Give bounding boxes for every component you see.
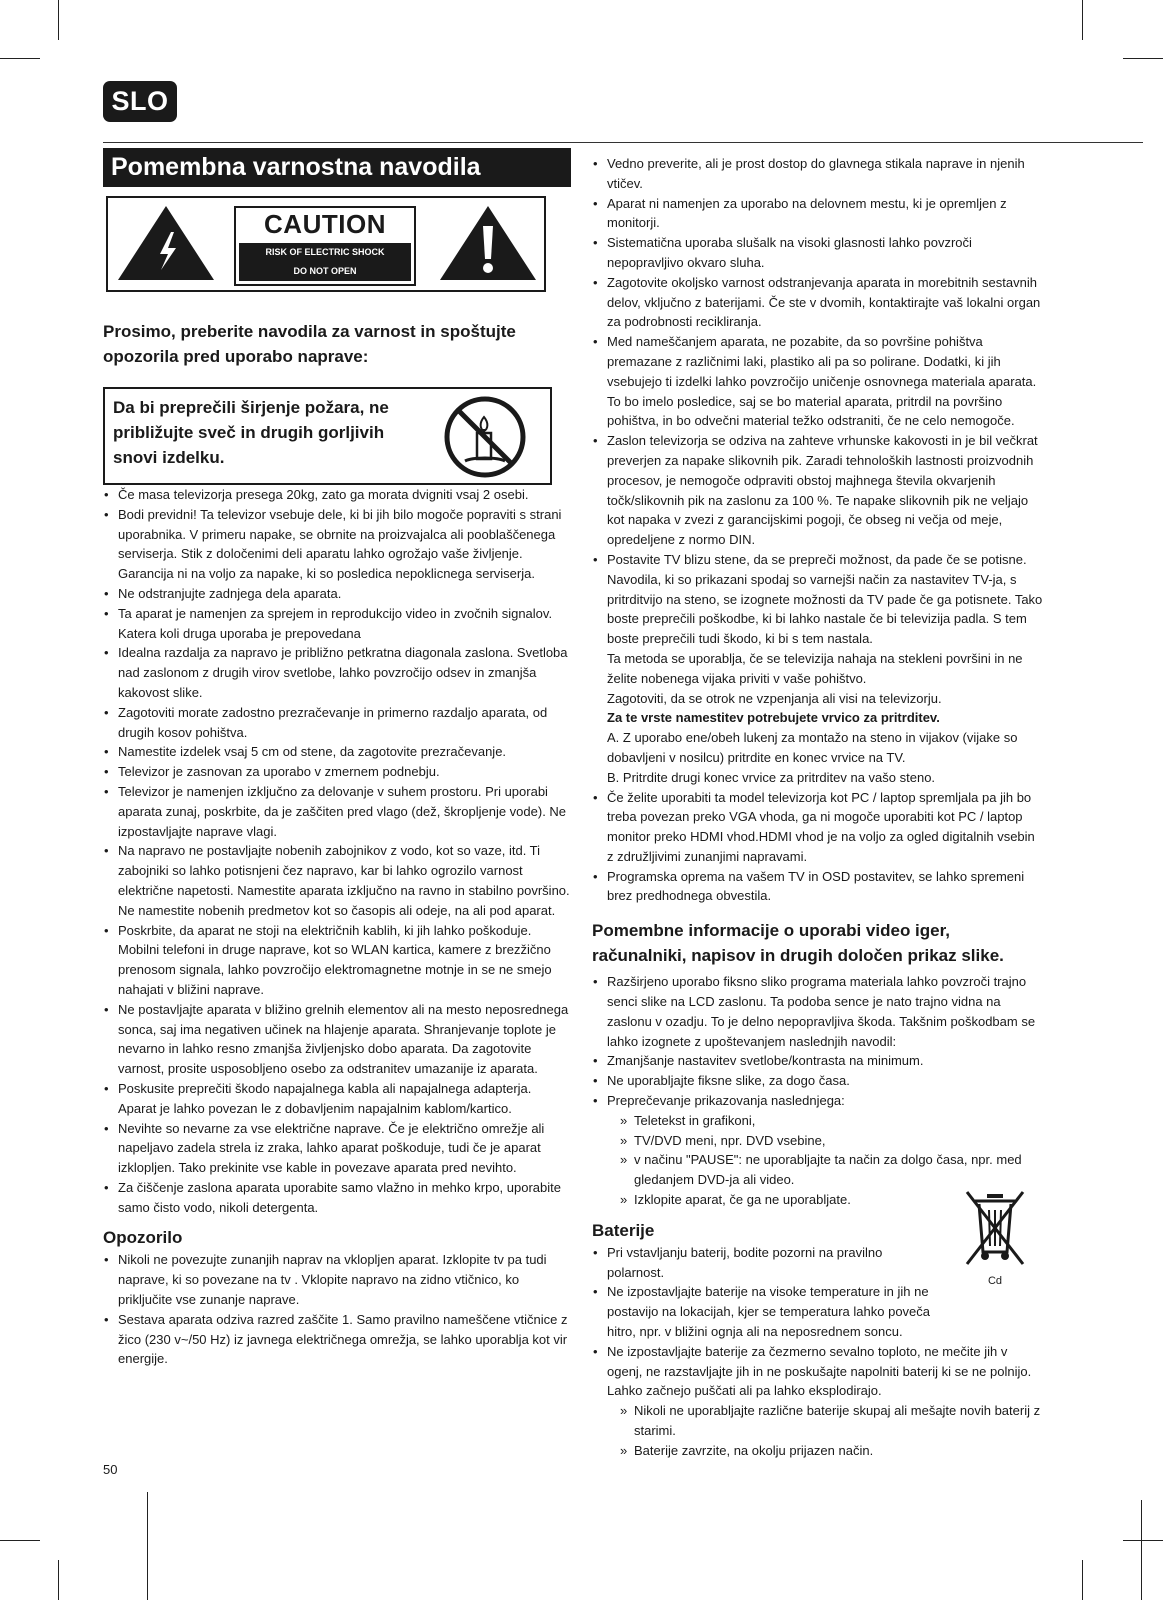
list-item — [592, 1342, 1044, 1461]
sub-item: » Nikoli ne uporabljajte različne baterije skupaj ali mešajte novih baterij z starimi. — [607, 1401, 1044, 1441]
footer-rule — [147, 1492, 148, 1600]
crossed-bin-icon — [963, 1188, 1027, 1268]
list-item: • Ne izpostavljajte baterije na visoke temperature in jih ne postavijo na lokacijah, kjer se temperatura lahko poveča hitro, npr. v bližini ognja ali na neposrednem soncu. — [592, 1282, 932, 1341]
left-column — [103, 148, 571, 1369]
list-item: • Idealna razdalja za napravo je približno petkratna diagonala zaslona. Svetloba nad zaslonom z drugih virov svetlobe, lahko povzročijo odsev in zmanjša kakovost slike. — [103, 643, 571, 702]
page-title: Pomembna varnostna navodila — [103, 148, 571, 187]
language-badge: SLO — [103, 81, 177, 122]
list-item: • Če masa televizorja presega 20kg, zato ga morata dvigniti vsaj 2 osebi. — [103, 485, 571, 505]
list-item: • Vedno preverite, ali je prost dostop do glavnega stikala naprave in njenih vtičev. — [592, 154, 1044, 194]
list-item: • Sestava aparata odziva razred zaščite 1. Samo pravilno nameščene vtičnice z žico (230 v~/50 Hz) iz javnega električnega omrežja, se lahko uporablja kot vir energije. — [103, 1310, 571, 1369]
caution-line-2: DO NOT OPEN — [293, 266, 357, 276]
list-item: • Med nameščanjem aparata, ne pozabite, da so površine pohištva premazane z različnimi laki, plastiko ali pa so polirane. Dodatki, ki jih vsebujejo ti izdelki lahko povzročijo uničenje osnovnega materiala aparata. To bo imelo posledice, saj se bo material aparata, pritrdil na površino pohištva, in bo odvečni material težko odstraniti, če ne celo nemogoče. — [592, 332, 1044, 431]
no-candle-icon — [443, 395, 527, 479]
sub-list — [607, 1401, 1044, 1460]
lightning-triangle-icon — [116, 204, 216, 282]
list-item: • Aparat ni namenjen za uporabo na delovnem mestu, ki je opremljen z monitorji. — [592, 194, 1044, 234]
crop-mark — [1123, 58, 1163, 59]
video-list — [592, 972, 1044, 1210]
fire-warning-text: Da bi preprečili širjenje požara, ne približujte sveč in drugih gorljivih snovi izdelku. — [113, 398, 389, 467]
list-item: • Zagotovite okoljsko varnost odstranjevanja aparata in morebitnih sestavnih delov, vključno z baterijami. Če ste v dvomih, kontaktirajte vaš lokalni organ za podrobnosti recikliranja. — [592, 273, 1044, 332]
crop-mark — [58, 1560, 59, 1600]
caution-line-1: RISK OF ELECTRIC SHOCK — [265, 247, 385, 257]
sub-item: » Izklopite aparat, če ga ne uporabljate. — [607, 1190, 1044, 1210]
crop-mark — [1123, 1540, 1163, 1541]
safety-list — [103, 485, 571, 1217]
list-item: • Bodi previdni! Ta televizor vsebuje dele, ki bi jih bilo mogoče popraviti s strani uporabnika. V primeru napake, se obrnite na proizvajalca ali pooblaščenega serviserja. Stik z določenimi deli aparatu lahko ogrožajo vaše življenje. Garancija ni na voljo za napake, ki so posledica nepoklicnega serviserja. — [103, 505, 571, 584]
list-item: • Ne postavljajte aparata v bližino grelnih elementov ali na mesto neposrednega sonca, saj ima negativen učinek na hlajenje aparata. Shranjevanje toplote je nevarno in lahko resno zmanjša življenjsko dobo aparata. Da zagotovite varnost, prosite usposobljeno osebo za odstranitev umazanije iz aparata. — [103, 1000, 571, 1079]
list-item: • Pri vstavljanju baterij, bodite pozorni na pravilno polarnost. — [592, 1243, 932, 1283]
list-item-wall-mount — [592, 550, 1044, 788]
list-item: • Zmanjšanje nastavitev svetlobe/kontrasta na minimum. — [592, 1051, 1044, 1071]
list-item: • Nevihte so nevarne za vse električne naprave. Če je električno omrežje ali napeljavo zadela strela iz zraka, lahko aparat poškoduje, tudi če je aparat izklopljen. Tako prekinite vse kable in povezave aparata pred nevihto. — [103, 1119, 571, 1178]
list-item: • Programska oprema na vašem TV in OSD postavitev, se lahko spremeni brez predhodnega obvestila. — [592, 867, 1044, 907]
list-item: • Poskusite preprečiti škodo napajalnega kabla ali napajalnega adapterja. Aparat je lahko povezan le z dobavljenim napajalnim kablom/kartico. — [103, 1079, 571, 1119]
exclamation-triangle-icon — [438, 204, 538, 282]
list-item: • Razširjeno uporabo fiksno sliko programa materiala lahko povzroči trajno senci slike na LCD zaslonu. Ta podoba sence je nato trajno vidna na zaslonu v ozadju. To je delno nepopravljiva škoda. Takšnim poškodbam se lahko izognete z upoštevanjem naslednjih navodil: — [592, 972, 1044, 1051]
warning-heading: Opozorilo — [103, 1228, 183, 1248]
weee-label: Cd — [987, 1275, 1003, 1287]
crop-mark — [58, 0, 59, 40]
wall-para-2: Ta metoda se uporablja, če se televizija nahaja na stekleni površini in ne želite nobenega vijaka priviti v vaše pohištvo. — [607, 650, 1023, 686]
crop-mark — [1141, 1500, 1142, 1600]
caution-word: CAUTION — [264, 209, 386, 239]
list-item: • Če želite uporabiti ta model televizorja kot PC / laptop spremljala pa jih bo treba povezan preko VGA vhoda, ga ni mogoče uporabiti kot PC / laptop monitor preko HDMI vhod.HDMI vhod je na voljo za ogled digitalnih vsebin z združljivimi zunanjimi napravami. — [592, 788, 1044, 867]
wall-para-3: Zagotoviti, da se otrok ne vzpenjanja ali visi na televizorju. — [607, 690, 942, 706]
wall-step-b: B. Pritrdite drugi konec vrvice za pritrditev na vašo steno. — [607, 769, 936, 785]
wall-bold-note: Za te vrste namestitev potrebujete vrvico za pritrditev. — [607, 710, 940, 726]
list-item: • Na napravo ne postavljajte nobenih zabojnikov z vodo, kot so vaze, itd. Ti zabojniki so lahko potisnjeni čez napravo, kar bi lahko ogrozilo varnost električne napetosti. Namestite aparata izključno na ravno in stabilno površino. Ne namestite nobenih predmetov kot so časopis ali odeje, na ali pod aparat. — [103, 841, 571, 920]
intro-text: Prosimo, preberite navodila za varnost in spoštujte opozorila pred uporabo naprave: — [103, 322, 516, 366]
list-item: • Za čiščenje zaslona aparata uporabite samo vlažno in mehko krpo, uporabite samo čisto vodo, nikoli detergenta. — [103, 1178, 571, 1218]
fire-warning-box — [103, 387, 552, 485]
page-number: 50 — [103, 1462, 118, 1477]
caution-strip — [239, 243, 411, 281]
warning-list — [103, 1250, 571, 1369]
crop-mark — [0, 1540, 40, 1541]
list-item-text: Ne izpostavljajte baterije za čezmerno sevalno toploto, ne mečite jih v ogenj, ne razstavljajte jih in ne poskušajte napolniti baterij ki se ne polnijo. Lahko začnejo puščati ali pa lahko eksplodirajo. — [607, 1343, 1032, 1399]
crop-mark — [0, 58, 40, 59]
list-item-text: Preprečevanje prikazovanja naslednjega: — [607, 1093, 845, 1109]
list-item: • Namestite izdelek vsaj 5 cm od stene, da zagotovite prezračevanje. — [103, 742, 571, 762]
crop-mark — [1082, 0, 1083, 40]
list-item: • Zaslon televizorja se odziva na zahteve vrhunske kakovosti in je bil večkrat preverjen za napake slikovnih pik. Zaradi tehnoloških lastnosti proizvodnih procesov, je nemogoče odpraviti obstoj majhnega števila okvarjenih točk/slikovnih pik na zaslonu za 100 %. Te napake slikovnih pik ne veljajo kot napaka v zvezi z garancijskimi pogoji, če obseg ni večja od meje, opredeljene z normo DIN. — [592, 431, 1044, 550]
list-item: • Televizor je namenjen izključno za delovanje v suhem prostoru. Pri uporabi aparata zunaj, poskrbite, da je zaščiten pred vlago (dež, škropljenje vode). Ne izpostavljajte naprave vlagi. — [103, 782, 571, 841]
caution-panel — [234, 206, 416, 286]
safety-list-continued — [592, 154, 1044, 906]
weee-symbol — [960, 1188, 1030, 1287]
list-item: • Nikoli ne povezujte zunanjih naprav na vklopljen aparat. Izklopite tv pa tudi naprave, ki so povezane na tv . Vklopite napravo na zidno vtičnico, ko priključite vse zunanje naprave. — [103, 1250, 571, 1309]
video-heading: Pomembne informacije o uporabi video iger, računalniki, napisov in drugih določen prikaz slike. — [592, 921, 1004, 966]
wall-step-a: A. Z uporabo ene/obeh lukenj za montažo na steno in vijakov (vijake so dobavljeni v nosilcu) pritrdite en konec vrvice na TV. — [607, 730, 1018, 765]
battery-heading: Baterije — [592, 1220, 655, 1240]
sub-item: » Baterije zavrzite, na okolju prijazen način. — [607, 1441, 1044, 1461]
list-item: • Sistematična uporaba slušalk na visoki glasnosti lahko povzroči nepopravljivo okvaro sluha. — [592, 233, 1044, 273]
sub-item: » v načinu "PAUSE": ne uporabljajte ta način za dolgo časa, npr. med gledanjem DVD-ja ali video. — [607, 1150, 1044, 1190]
list-item: • Televizor je zasnovan za uporabo v zmernem podnebju. — [103, 762, 571, 782]
caution-label — [106, 196, 546, 292]
header-rule — [103, 142, 1143, 143]
list-item: • Zagotoviti morate zadostno prezračevanje in primerno razdaljo aparata, od drugih kosov pohištva. — [103, 703, 571, 743]
sub-item: » TV/DVD meni, npr. DVD vsebine, — [607, 1131, 1044, 1151]
list-item: • Poskrbite, da aparat ne stoji na električnih kablih, ki jih lahko poškoduje. Mobilni telefoni in druge naprave, kot so WLAN kartica, kamere z brezžično prenosom signala, lahko povzročijo elektromagnetne motnje in se ne smejo nahajati v bližini naprave. — [103, 921, 571, 1000]
list-item: • Ne uporabljajte fiksne slike, za dogo časa. — [592, 1071, 1044, 1091]
list-item: • Ne odstranjujte zadnjega dela aparata. — [103, 584, 571, 604]
sub-item: » Teletekst in grafikoni, — [607, 1111, 1044, 1131]
wall-para-1: • Postavite TV blizu stene, da se prepreči možnost, da pade če se potisne. Navodila, ki so prikazani spodaj so varnejši način za nastavitev TV-ja, s pritrditvijo na steno, se izognete možnosti da TV pade če ga potisnete. Tako boste preprečili poškodbe, ki bi lahko nastale če bi televizija padla. S tem boste preprečili tudi škodo, ki bi s tem nastala. — [607, 551, 1043, 647]
crop-mark — [1082, 1560, 1083, 1600]
list-item: • Ta aparat je namenjen za sprejem in reprodukcijo video in zvočnih signalov. Katera koli druga uporaba je prepovedana — [103, 604, 571, 644]
